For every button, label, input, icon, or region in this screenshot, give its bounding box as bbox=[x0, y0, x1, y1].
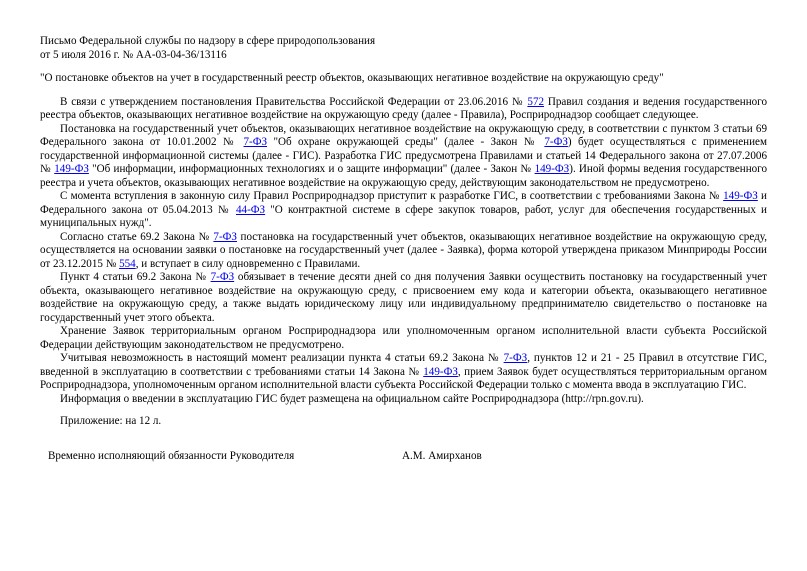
link-law-7fz[interactable]: 7-ФЗ bbox=[544, 136, 568, 148]
paragraph-text: Постановка на государственный учет объектов, оказывающих негативное воздействие на окружающую среду, в соответствии с пунктом 3 статьи 69 Федерального закона от 10.01.2002 № bbox=[40, 122, 767, 148]
paragraph-8 bbox=[40, 393, 767, 407]
link-law-149fz[interactable]: 149-ФЗ bbox=[423, 365, 458, 378]
signature-block bbox=[40, 450, 767, 464]
signatory-position: Временно исполняющий обязанности Руководителя bbox=[48, 449, 295, 462]
paragraph-text: , прием Заявок будет осуществляться территориальным органом Росприроднадзора, уполномоченным органом исполнительной власти субъекта Российской Федерации только с момента ввода в эксплуатацию ГИС. bbox=[40, 365, 767, 391]
link-law-7fz[interactable]: 7-ФЗ bbox=[213, 230, 237, 243]
paragraph-1 bbox=[40, 96, 767, 123]
paragraph-text: ). Иной формы ведения государственного реестра и учета объектов, оказывающих негативное воздействие на окружающую среду, действующим законодательством не предусмотрено. bbox=[40, 163, 768, 189]
paragraph-7 bbox=[40, 352, 767, 393]
link-law-7fz[interactable]: 7-ФЗ bbox=[243, 136, 268, 148]
link-law-149fz[interactable]: 149-ФЗ bbox=[723, 190, 758, 202]
letter-subject: "О постановке объектов на учет в государственный реестр объектов, оказывающих негативное воздействие на окружающую среду" bbox=[40, 72, 664, 84]
paragraph-text: ) будет осуществляться с применением государственной информационной системы (далее - ГИС). Разработка ГИС предусмотрена Правилами и статьей 14 Федерального закона от 27.07.2006 № bbox=[40, 136, 767, 175]
letter-title: Письмо Федеральной службы по надзору в сфере природопользования bbox=[40, 35, 376, 47]
paragraph-5 bbox=[40, 271, 767, 325]
paragraph-text: Правил создания и ведения государственного реестра объектов, оказывающих негативное воздействие на окружающую среду (далее - Правила), Росприроднадзор сообщает следующее. bbox=[40, 95, 767, 121]
paragraph-text: обязывает в течение десяти дней со дня получения Заявки осуществить постановку на государственный учет объекта, оказывающего негативное воздействие на окружающую среду, с присвоением ему кода и категории объекта, оказывающего негативное воздействие на окружающую среду, а также выдать юридическому лицу или индивидуальному предпринимателю свидетельство о постановке на государственный учет этого объекта. bbox=[40, 271, 767, 324]
paragraph-text: и Федерального закона от 05.04.2013 № bbox=[40, 190, 767, 216]
link-order-554[interactable]: 554 bbox=[119, 257, 136, 270]
paragraph-text: , и вступает в силу одновременно с Правилами. bbox=[135, 257, 361, 270]
link-decree-572[interactable]: 572 bbox=[527, 95, 545, 108]
paragraph-6 bbox=[40, 325, 767, 352]
document-page bbox=[40, 35, 767, 464]
paragraph-text: "О контрактной системе в сфере закупок товаров, работ, услуг для обеспечения государственных и муниципальных нужд". bbox=[40, 203, 767, 229]
paragraph-2 bbox=[40, 123, 767, 191]
paragraph-3 bbox=[40, 190, 767, 231]
link-law-149fz[interactable]: 149-ФЗ bbox=[534, 163, 570, 175]
link-law-7fz[interactable]: 7-ФЗ bbox=[503, 352, 528, 364]
letter-date-number: от 5 июля 2016 г. № АА-03-04-36/13116 bbox=[40, 48, 227, 61]
paragraph-text: постановка на государственный учет объектов, оказывающих негативное воздействие на окружающую среду, осуществляется на основании заявки о постановке на государственный учет (далее - Заявка), форма которой утверждена приказом Минприроды России от 23.12.2015 № bbox=[40, 230, 767, 270]
link-law-149fz[interactable]: 149-ФЗ bbox=[54, 163, 89, 175]
paragraph-text: Учитывая невозможность в настоящий момент реализации пункта 4 статьи 69.2 Закона № bbox=[60, 352, 504, 364]
paragraph-text: Пункт 4 статьи 69.2 Закона № bbox=[60, 271, 211, 283]
paragraph-text: "Об охране окружающей среды" (далее - Закон № bbox=[267, 136, 545, 148]
paragraph-text: "Об информации, информационных технологиях и о защите информации" (далее - Закон № bbox=[88, 163, 535, 175]
paragraph-text: , пунктов 12 и 21 - 25 Правил в отсутствие ГИС, введенной в эксплуатацию в соответствии с требованиями статьи 14 Закона № bbox=[40, 352, 767, 378]
paragraph-4 bbox=[40, 231, 767, 272]
paragraph-text: В связи с утверждением постановления Правительства Российской Федерации от 23.06.2016 № bbox=[60, 95, 528, 108]
paragraph-text: С момента вступления в законную силу Правил Росприроднадзор приступит к разработке ГИС, в соответствии с требованиями Закона № bbox=[60, 190, 724, 202]
link-law-44fz[interactable]: 44-ФЗ bbox=[235, 203, 266, 216]
paragraph-text: Согласно статье 69.2 Закона № bbox=[60, 230, 214, 243]
attachment-note: Приложение: на 12 л. bbox=[60, 415, 162, 427]
signatory-name: А.М. Амирханов bbox=[402, 449, 482, 462]
paragraph-text: Информация о введении в эксплуатацию ГИС будет размещена на официальном сайте Росприроднадзора (http://rpn.gov.ru). bbox=[60, 392, 644, 405]
link-law-7fz[interactable]: 7-ФЗ bbox=[210, 271, 235, 283]
paragraph-text: Хранение Заявок территориальным органом Росприроднадзора или уполномоченным органом исполнительной власти субъекта Российской Федерации действующим законодательством не предусмотрено. bbox=[40, 325, 767, 351]
